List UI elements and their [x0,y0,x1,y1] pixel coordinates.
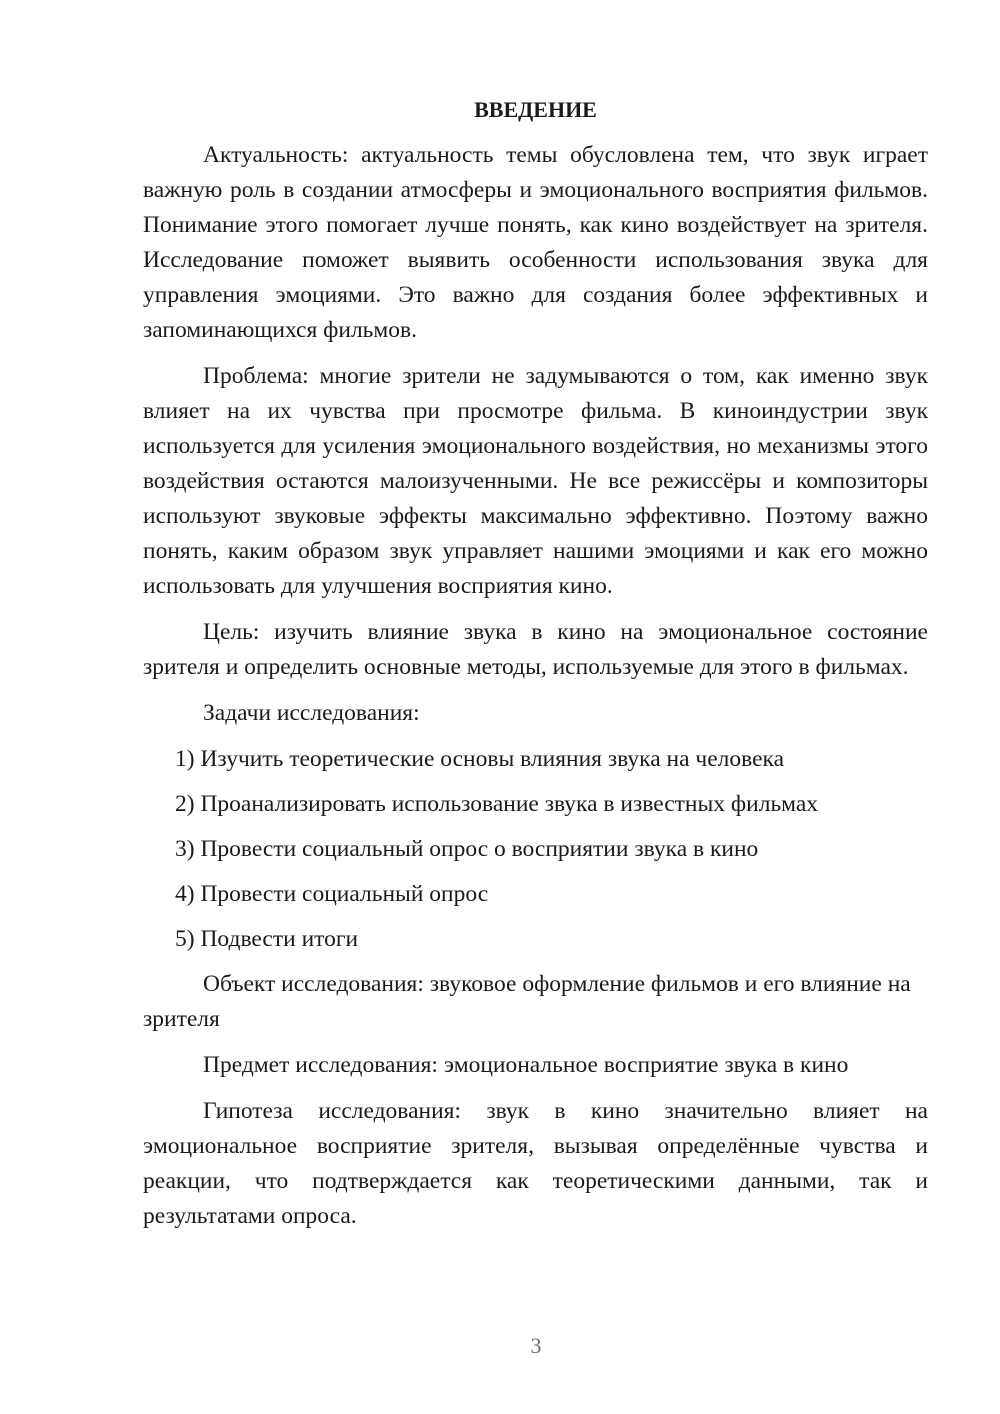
hypothesis-paragraph: Гипотеза исследования: звук в кино значительно влияет на эмоциональное восприятие зрителя, вызывая определённые чувства и реакции, что подтверждается как теоретическими данными, так и результатами опроса. [143,1098,928,1229]
relevance-paragraph: Актуальность: актуальность темы обусловлена тем, что звук играет важную роль в создании атмосферы и эмоционального восприятия фильмов. Понимание этого помогает лучше понять, как кино воздействует на зрителя. Исследование поможет выявить особенности использования звука для управления эмоциями. Это важно для создания более эффективных и запоминающихся фильмов. [143,142,928,343]
page-number: 3 [530,1333,542,1358]
tasks-header: Задачи исследования: [203,700,420,726]
task-item: 4) Провести социальный опрос [175,881,489,907]
tasks-list [143,742,928,957]
task-item: 3) Провести социальный опрос о восприятии звука в кино [175,836,759,862]
subject-paragraph: Предмет исследования: эмоциональное восприятие звука в кино [203,1052,849,1078]
task-item: 2) Проанализировать использование звука в известных фильмах [175,791,819,817]
problem-paragraph: Проблема: многие зрители не задумываются о том, как именно звук влияет на их чувства при просмотре фильма. В киноиндустрии звук используется для усиления эмоционального воздействия, но механизмы этого воздействия остаются малоизученными. Не все режиссёры и композиторы используют звуковые эффекты максимально эффективно. Поэтому важно понять, каким образом звук управляет нашими эмоциями и как его можно использовать для улучшения восприятия кино. [143,363,928,599]
page-content [143,92,928,1245]
task-item: 1) Изучить теоретические основы влияния звука на человека [175,746,785,772]
object-paragraph: Объект исследования: звуковое оформление фильмов и его влияние на зрителя [143,971,911,1032]
section-title: ВВЕДЕНИЕ [474,97,597,122]
goal-paragraph: Цель: изучить влияние звука в кино на эмоциональное состояние зрителя и определить основные методы, используемые для этого в фильмах. [143,619,928,680]
task-item: 5) Подвести итоги [175,926,359,952]
